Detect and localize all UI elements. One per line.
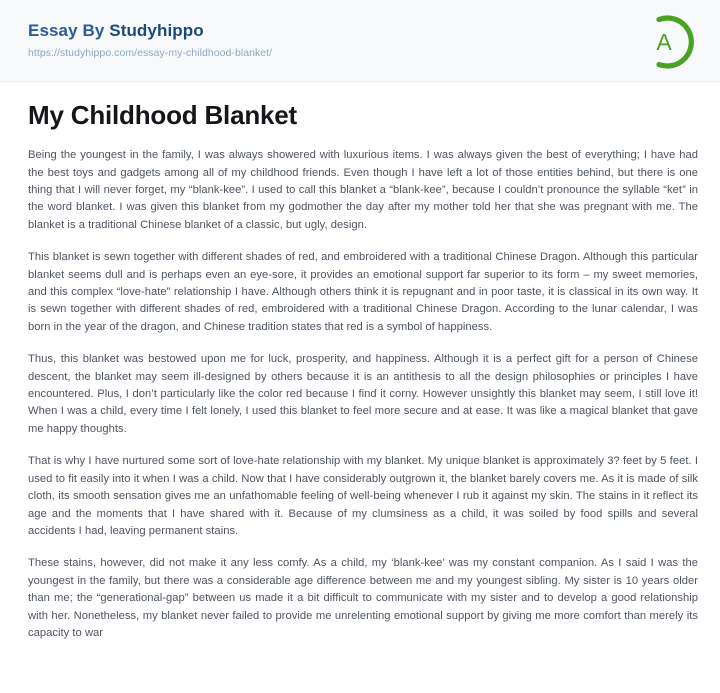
site-title-prefix: Essay By — [28, 21, 110, 40]
essay-paragraph: This blanket is sewn together with different shades of red, and embroidered with a traditional Chinese Dragon. Although this particular blanket seems dull and is perhaps even an eye-sore, it provides an emotional support far superior to its form – my sweet memories, and this complex “love-hate” relationship I have. Although others think it is repugnant and in poor taste, it is classical in its own way. It is sewn together with different shades of red, embroidered with a traditional Chinese Dragon. According to the lunar calendar, I was born in the year of the dragon, and Chinese tradition states that red is a symbol of happiness. — [28, 251, 698, 333]
document-body — [0, 82, 720, 642]
essay-content — [28, 147, 698, 642]
essay-paragraph: Thus, this blanket was bestowed upon me for luck, prosperity, and happiness. Although it is a perfect gift for a person of Chinese descent, the blanket may seem ill-designed by others because it is an antithesis to all the design philosophies or principles I have encountered. Plus, I don’t particularly like the color red because I find it corny. However unsightly this blanket may seem, I still love it! When I was a child, every time I felt lonely, I used this blanket to feel more secure and at ease. It was like a magical blanket that gave me happy thoughts. — [28, 353, 698, 435]
site-header — [0, 0, 720, 82]
site-title-brand: Studyhippo — [109, 21, 204, 40]
site-url[interactable]: https://studyhippo.com/essay-my-childhood-blanket/ — [28, 47, 273, 60]
essay-paragraph: That is why I have nurtured some sort of love-hate relationship with my blanket. My unique blanket is approximately 3? feet by 5 feet. I used to fit easily into it when I was a child. Now that I have considerably outgrown it, the blanket barely covers me. As it is made of silk cloth, its smooth sensation gives me an unfathomable feeling of well-being whenever I rub it against my skin. The stains in it reflect its age and the moments that I have shared with it. Because of my clumsiness as a child, it was soiled by food spills and several accidents I had, leaving permanent stains. — [28, 455, 698, 537]
svg-text:A: A — [656, 29, 672, 55]
page-title: My Childhood Blanket — [28, 100, 298, 130]
essay-paragraph: Being the youngest in the family, I was always showered with luxurious items. I was always given the best of everything; I have had the best toys and gadgets among all of my childhood friends. Even though I have left a lot of those entities behind, but there is one thing that I will never forget, my “blank-kee”. I used to call this blanket a “blank-kee”, because I couldn’t pronounce the syllable “ket” in the word blanket. I was given this blanket from my godmother the day after my mother told her that she was pregnant with me. The blanket is a traditional Chinese blanket of a classic, but ugly, design. — [28, 149, 698, 231]
studyhippo-logo-icon — [638, 13, 696, 71]
essay-paragraph: These stains, however, did not make it any less comfy. As a child, my ‘blank-kee’ was my constant companion. As I said I was the youngest in the family, but there was a considerable age difference between me and my youngest sibling. My sister is 10 years older than me; the “generational-gap” between us made it a bit difficult to communicate with my sister and to develop a good relationship with her. Nonetheless, my blanket never failed to provide me unrelenting emotional support by giving me more comfort than merely its capacity to war — [28, 557, 698, 639]
site-title — [28, 20, 696, 41]
